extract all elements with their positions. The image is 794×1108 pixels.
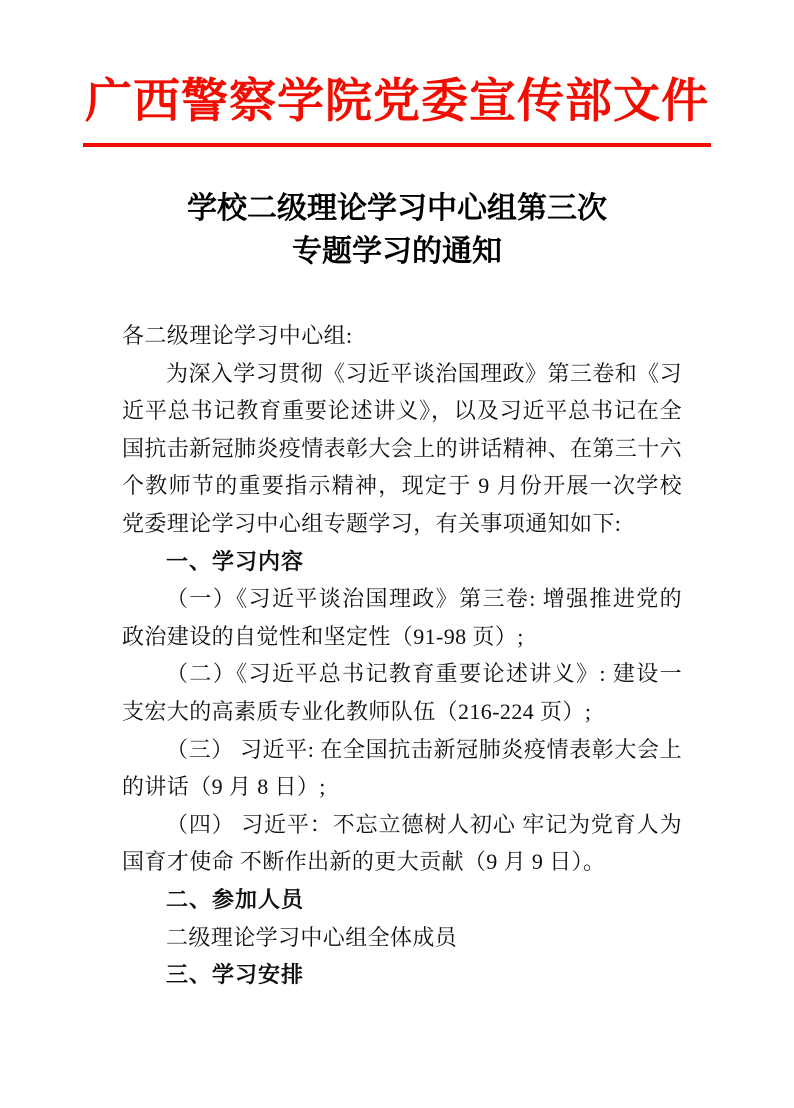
notice-title-line2: 专题学习的通知 (292, 235, 502, 269)
study-item-1: （一）《习近平谈治国理政》第三卷: 增强推进党的政治建设的自觉性和坚定性（91-98 页）; (122, 586, 682, 649)
study-item-4: （四） 习近平：不忘立德树人初心 牢记为党育人为国育才使命 不断作出新的更大贡献（9 月 9 日）。 (122, 811, 682, 875)
intro-paragraph: 为深入学习贯彻《习近平谈治国理政》第三卷和《习近平总书记教育重要论述讲义》，以及习近平总书记在全国抗击新冠肺炎疫情表彰大会上的讲话精神、在第三十六个教师节的重要指示精神，现定于 9 月份开展一次学校党委理论学习中心组专题学习，有关事项通知如下: (122, 360, 683, 537)
header-divider-line (83, 143, 711, 147)
salutation: 各二级理论学习中心组: (122, 323, 353, 349)
header-org-title: 广西警察学院党委宣传部文件 (85, 76, 709, 128)
section-heading-study-arrangement: 三、学习安排 (166, 962, 305, 988)
section-heading-study-content: 一、学习内容 (166, 548, 305, 574)
notice-title-line1: 学校二级理论学习中心组第三次 (187, 192, 607, 226)
notice-title (0, 187, 794, 273)
document-body (122, 317, 682, 994)
participants-text: 二级理论学习中心组全体成员 (166, 924, 458, 950)
study-item-3: （三） 习近平: 在全国抗击新冠肺炎疫情表彰大会上的讲话（9 月 8 日）; (122, 736, 682, 800)
study-item-2: （二）《习近平总书记教育重要论述讲义》: 建设一支宏大的高素质专业化教师队伍（216-224 页）; (122, 661, 682, 725)
document-header (0, 72, 794, 147)
section-heading-participants: 二、参加人员 (166, 887, 305, 912)
